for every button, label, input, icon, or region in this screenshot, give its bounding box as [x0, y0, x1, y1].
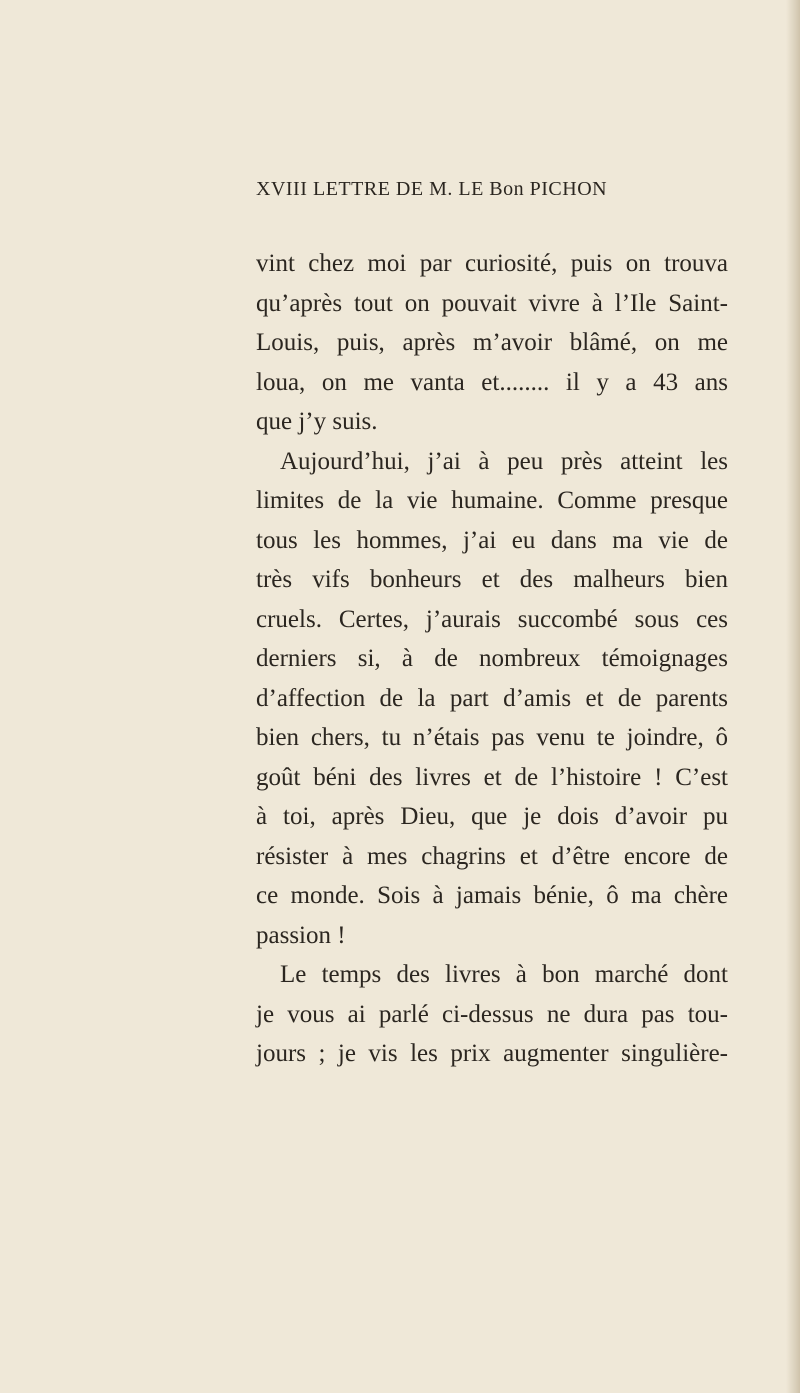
- text-line: bien chers, tu n’étais pas venu te joindre, ô: [256, 724, 728, 751]
- text-line: je vous ai parlé ci-dessus ne dura pas tou-: [256, 1000, 728, 1028]
- text-line: ce monde. Sois à jamais bénie, ô ma chère: [256, 882, 728, 909]
- page-number: XVIII: [256, 178, 308, 200]
- page-edge-shadow: [786, 0, 800, 1393]
- running-title: LETTRE DE M. LE Bon PICHON: [313, 178, 608, 200]
- text-line: jours ; je vis les prix augmenter singulière-: [256, 1040, 728, 1067]
- text-line: vint chez moi par curiosité, puis on trouva: [256, 250, 728, 277]
- text-line: très vifs bonheurs et des malheurs bien: [256, 566, 728, 593]
- text-line: à toi, après Dieu, que je dois d’avoir pu: [256, 803, 728, 830]
- text-line: Aujourd’hui, j’ai à peu près atteint les: [280, 447, 728, 475]
- text-line: Louis, puis, après m’avoir blâmé, on me: [256, 329, 728, 356]
- text-line: goût béni des livres et de l’histoire ! C’est: [256, 763, 728, 791]
- text-line: résister à mes chagrins et d’être encore de: [256, 842, 728, 870]
- text-line: passion !: [256, 921, 346, 949]
- text-line: cruels. Certes, j’aurais succombé sous ces: [256, 605, 728, 633]
- text-line: limites de la vie humaine. Comme presque: [256, 487, 728, 514]
- text-line: que j’y suis.: [256, 408, 378, 435]
- text-line: derniers si, à de nombreux témoignages: [256, 645, 728, 672]
- text-line: Le temps des livres à bon marché dont: [280, 961, 728, 988]
- body-text: [256, 244, 728, 1074]
- text-line: loua, on me vanta et........ il y a 43 ans: [256, 368, 728, 396]
- text-line: tous les hommes, j’ai eu dans ma vie de: [256, 526, 728, 554]
- text-line: qu’après tout on pouvait vivre à l’Ile Saint-: [256, 289, 728, 317]
- text-line: d’affection de la part d’amis et de parents: [256, 684, 728, 712]
